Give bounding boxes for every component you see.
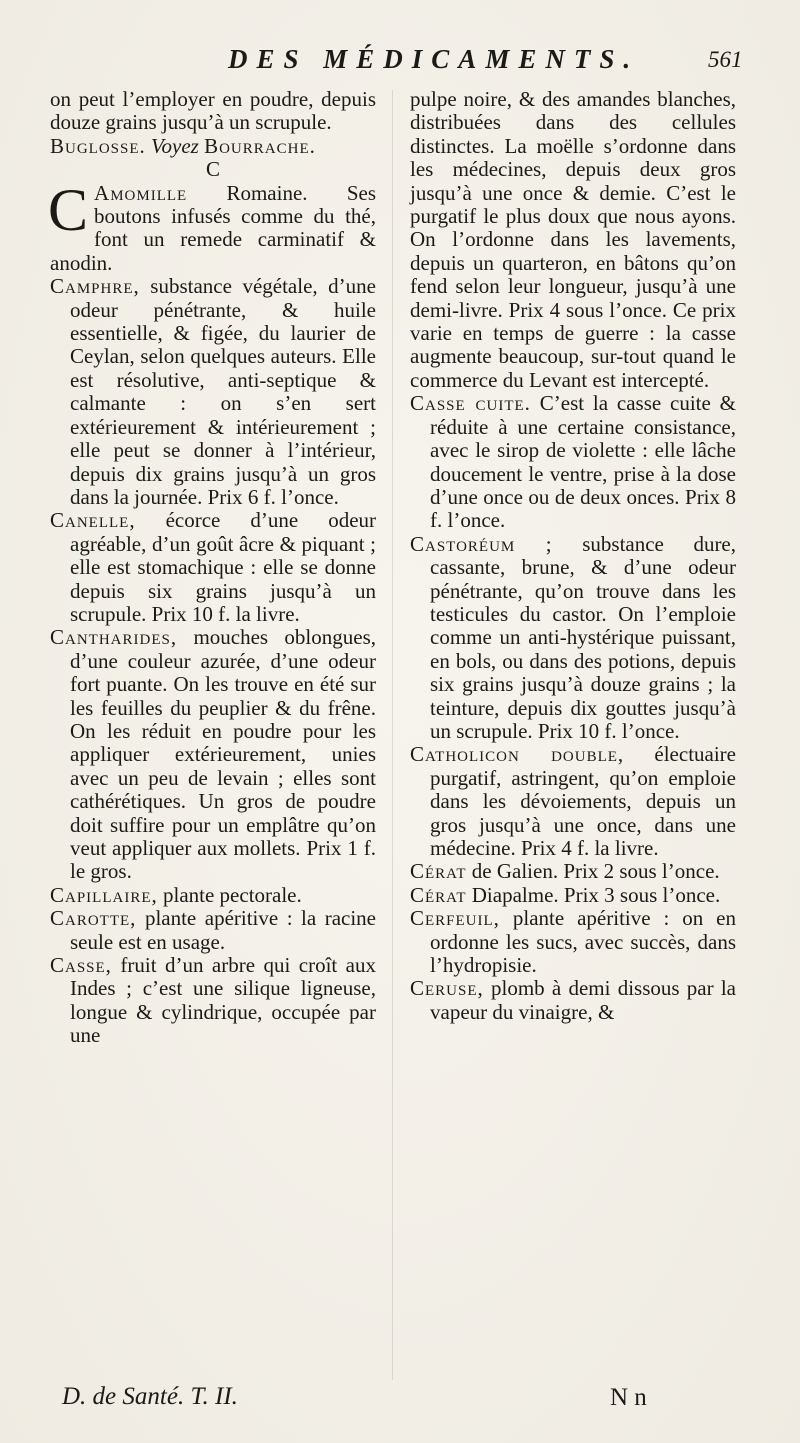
entry-cantharides xyxy=(50,626,376,883)
headword-camomille: Amomille xyxy=(94,180,188,205)
right-column xyxy=(410,88,736,1024)
entry-castoreum xyxy=(410,533,736,744)
entry-casse-cuite xyxy=(410,392,736,532)
entry-text: écorce d’une odeur agréable, d’un goût âcre & piquant ; elle est stomachique : elle se donne depuis six grains jusqu’à un scrupule. Prix 10 f. la livre. xyxy=(70,508,377,626)
headword-cerfeuil: Cerfeuil, xyxy=(410,906,500,931)
entry-catholicon xyxy=(410,743,736,860)
headword-casse: Casse, xyxy=(50,953,112,978)
page-number: 561 xyxy=(708,47,743,72)
headword-castoreum: Castoréum ; xyxy=(410,531,553,556)
entry-text: substance végétale, d’une odeur pénétrante, & huile essentielle, & figée, du laurier de Ceylan, selon quelques auteurs. Elle est résolutive, anti-septique & calmante : on s’en sert extérieurement & intérieurement ; elle peut se donner à l’intérieur, depuis dix grains jusqu’à un gros dans la journée. Prix 6 f. l’once. xyxy=(70,274,376,509)
entry-ceruse xyxy=(410,977,736,1024)
headword-ceruse: Ceruse, xyxy=(410,976,484,1001)
entry-text: C’est la casse cuite & réduite à une certaine consistance, avec le sirop de violette : elle lâche doucement le ventre, prise à la dose d’une once ou de deux onces. Prix 8 f. l’once. xyxy=(430,391,736,533)
headword-capillaire: Capillaire, xyxy=(50,882,158,907)
running-title: DES MÉDICAMENTS. xyxy=(228,44,640,74)
entry-text: plante pectorale. xyxy=(163,882,302,907)
headword-catholicon: Catholicon double, xyxy=(410,742,625,767)
entry-text: électuaire purgatif, astringent, qu’on emploie dans les dévoiements, depuis un gros jusqu’à une once, dans une médecine. Prix 4 f. la livre. xyxy=(430,742,736,860)
entry-carotte xyxy=(50,907,376,954)
entry-text: substance dure, cassante, brune, & d’une odeur pénétrante, qu’on trouve dans les testicules du castor. On l’emploie comme un anti-hystérique puissant, en bols, ou dans des potions, depuis six grains jusqu’à douze grains ; la teinture, depuis dix gouttes jusqu’à un scrupule. Prix 10 f. l’once. xyxy=(430,531,737,743)
headword-cantharides: Cantharides, xyxy=(50,625,178,650)
headword-camphre: Camphre, xyxy=(50,274,140,299)
entry-capillaire xyxy=(50,884,376,907)
entry-text: plante apéritive : on en ordonne les sucs, avec succès, dans l’hydropisie. xyxy=(430,906,736,978)
entry-text: mouches oblongues, d’une couleur azurée, d’une odeur fort puante. On les trouve en été sur les feuilles du peuplier & du frêne. On les réduit en poudre pour les appliquer extérieurement, unies avec un peu de levain ; elles sont cathérétiques. Un gros de poudre doit suffire pour un emplâtre qu’on veut appliquer aux mollets. Prix 1 f. le gros. xyxy=(70,625,376,884)
entry-buglosse xyxy=(50,135,376,158)
entry-text: de Galien. Prix 2 sous l’once. xyxy=(471,859,720,884)
signature-mark: D. de Santé. T. II. xyxy=(62,1383,238,1410)
entry-camomille xyxy=(48,176,376,276)
catchword: N n xyxy=(610,1384,647,1411)
cross-reference-target: Bourrache. xyxy=(204,133,316,158)
entry-text: fruit d’un arbre qui croît aux Indes ; c’est une silique ligneuse, longue & cylindrique, occupée par une xyxy=(70,953,377,1048)
headword-cerat: Cérat xyxy=(410,859,467,884)
running-head xyxy=(0,44,800,84)
entry-canelle xyxy=(50,509,376,626)
entry-cerat-diapalme xyxy=(410,884,736,907)
entry-casse xyxy=(50,954,376,1048)
left-column xyxy=(50,88,376,1048)
entry-cerat-galien xyxy=(410,860,736,883)
column-gutter xyxy=(392,90,393,1380)
entry-cerfeuil xyxy=(410,907,736,977)
entry-text: plante apéritive : la racine seule est en usage. xyxy=(70,906,376,954)
headword-cerat: Cérat xyxy=(410,882,467,907)
entry-text: Diapalme. Prix 3 sous l’once. xyxy=(471,882,721,907)
section-letter: C xyxy=(205,157,220,182)
headword-casse-cuite: Casse cuite. xyxy=(410,391,531,416)
drop-cap: C xyxy=(48,176,89,243)
cross-reference: Voyez xyxy=(151,133,199,158)
headword-carotte: Carotte, xyxy=(50,906,137,931)
continued-paragraph: on peut l’employer en poudre, depuis douze grains jusqu’à un scrupule. xyxy=(50,87,376,135)
headword-canelle: Canelle, xyxy=(50,508,136,533)
headword-buglosse: Buglosse. xyxy=(50,133,146,158)
entry-camphre xyxy=(50,275,376,509)
continued-paragraph: pulpe noire, & des amandes blanches, distribuées dans des cellules distinctes. La moëlle s’ordonne dans les médecines, depuis deux gros jusqu’à une once & demie. C’est le purgatif le plus doux que nous ayons. On l’ordonne dans les lavements, depuis un quarteron, en bâtons qu’on fend selon leur longueur, jusqu’à une demi-livre. Prix 4 sous l’once. Ce prix varie en temps de guerre : la casse augmente beaucoup, sur-tout quand le commerce du Levant est intercepté. xyxy=(410,87,736,392)
entry-text: plomb à demi dissous par la vapeur du vinaigre, & xyxy=(430,976,737,1024)
entry-text: Romaine. Ses boutons infusés comme du thé, font un remede carminatif & anodin. xyxy=(50,180,376,275)
